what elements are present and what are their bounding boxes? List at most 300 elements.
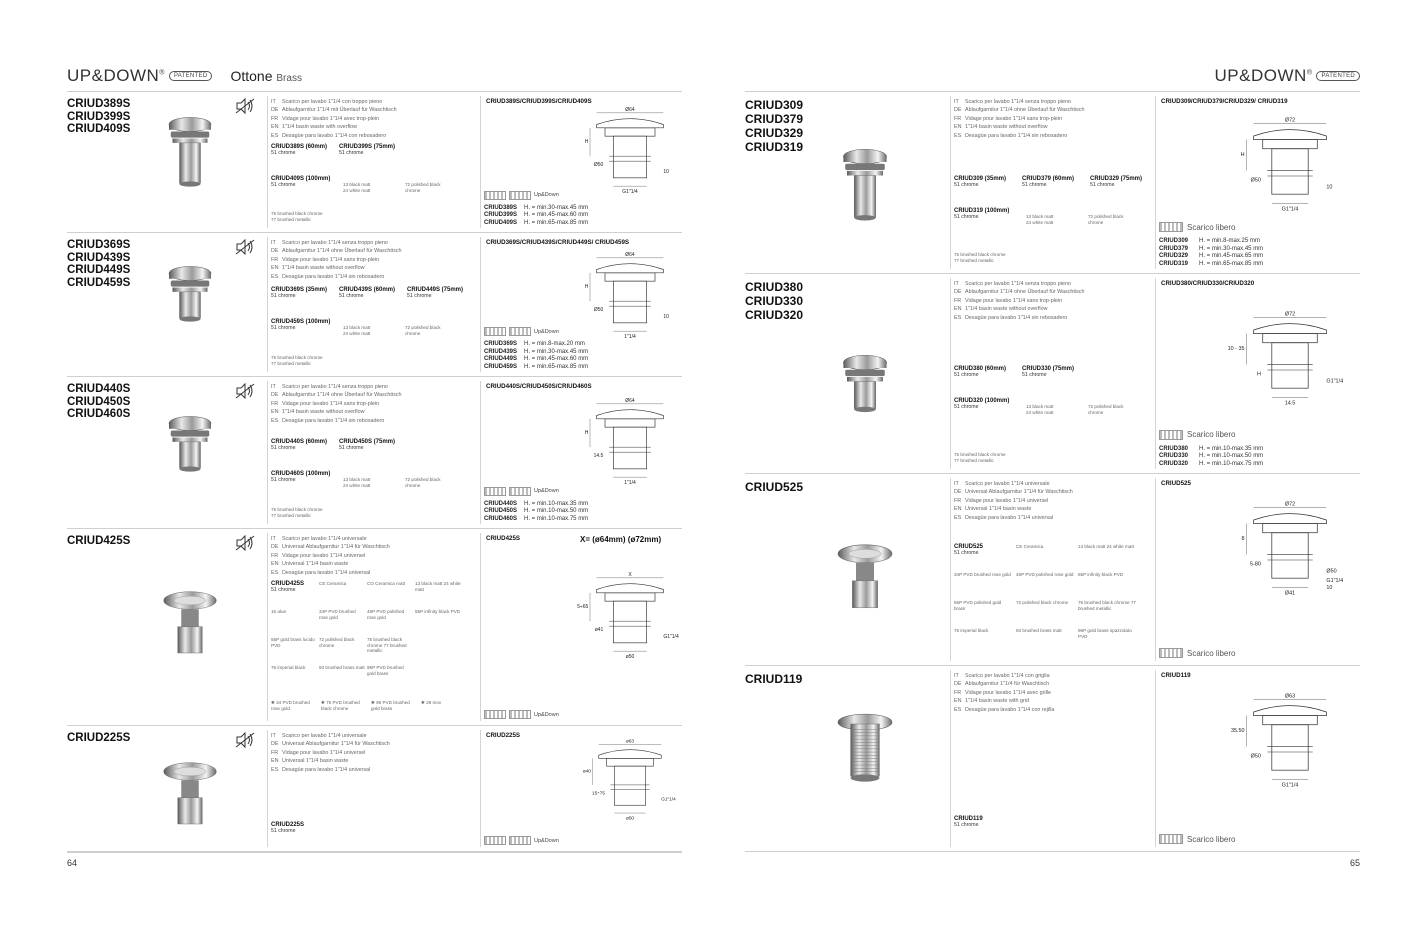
dimension-row [1159,453,1263,461]
dimension-label: 5-80 [1250,561,1261,568]
drawing-title: CRIUD119 [1161,672,1191,679]
spring-shape [181,609,199,627]
product-code-3: CRIUD449S [67,264,131,276]
variant-finish: 51 chrome [339,150,364,156]
technical-drawing [1227,310,1345,410]
variant-title: CRIUD329 (75mm) [1090,176,1143,182]
product-code-2: CRIUD379 [745,112,804,126]
language-code: DE [271,544,279,551]
dimension-label: ø40 [582,768,591,774]
variant-block [271,92,476,233]
variant-block [954,474,1159,666]
variant-item [271,471,330,483]
variant-title: CRIUD409S (100mm) [271,176,331,182]
description-text: 1"1/4 basin waste without overflow [965,124,1048,131]
variant-finish: 51 chrome [954,822,979,828]
product-row [67,529,682,726]
drawing-body [613,427,646,469]
up-down-icon-2 [509,487,531,496]
description-text: Scarico per lavabo 1"1/4 senza troppo pieno [282,240,388,246]
finish-text: 75 brushed black chrome [271,355,323,360]
drawing-wrap [1235,116,1345,221]
description-text: Desagüe para lavabo 1"1/4 sin rebosadero [965,314,1068,321]
special-finish: ✺ 96 PVD brushed gold brass [371,700,410,711]
description-text: 1"1/4 basin waste with overflow [282,124,358,131]
description-text: Scarico per lavabo 1"1/4 senza troppo pieno [965,281,1071,287]
dimension-code: CRIUD330 [1159,453,1189,459]
dimension-label: Ø72 [1284,311,1296,318]
bottom-shape [180,181,201,186]
finish-text: 24 white matt [1026,409,1054,415]
finish-option [271,507,323,518]
dimension-label: ø41 [594,627,604,634]
dimension-label: Ø72 [1284,117,1296,124]
drawing-body [1272,725,1308,770]
finish-option: 13 black matt 24 white matt [1078,544,1134,549]
description-text: 1"1/4 basin waste with grid [965,698,1029,705]
description-text: Scarico per lavabo 1"1/4 universale [282,733,367,739]
description-text: Vidage pour lavabo 1"1/4 sans trop-plein [282,256,380,263]
dimension-code: CRIUD320 [1159,460,1189,467]
dimension-value: H. = min.45-max.60 mm [524,356,589,362]
language-code: ES [271,569,279,576]
drawing-wrap [1227,310,1345,415]
dimension-label: G1"1/4 [1326,577,1344,584]
language-code: EN [954,306,962,313]
scarico-icon [1159,834,1183,844]
finish-option: 75 brushed black chrome 77 brushed metallic [1078,600,1136,611]
scarico-libero-badge [1159,222,1235,232]
language-code: EN [271,409,279,416]
description-text: Ablaufgarnitur 1"1/4 ohne Überlauf für Waschtisch [965,289,1085,296]
dimension-value: H. = min.8-max.25 mm [1199,238,1260,244]
product-codes [745,98,803,154]
variant-finish: 51 chrome [271,587,296,593]
drawing-title: CRIUD525 [1161,480,1191,487]
dimension-label: 14.5 [593,453,604,460]
technical-drawing [577,571,680,663]
language-code: DE [271,392,279,399]
product-codes [67,98,130,136]
dimension-value: H. = min.30-max.45 mm [524,348,589,355]
mute-icon-wrap [235,98,255,114]
finish-option: 34P PVD brushed rose gold [319,609,356,620]
dimension-label: Ø63 [1284,693,1296,700]
spring-shape [181,780,199,798]
description-text: 1"1/4 basin waste without overflow [965,306,1048,313]
dimension-label: H [584,138,589,145]
language-code: ES [954,314,962,321]
bottom-shape [851,774,880,781]
up-down-icon [484,710,506,719]
product-row [67,92,682,233]
drawing-cap [1254,514,1327,524]
dimension-value: H. = min.30-max.45 mm [1199,245,1264,252]
variant-finish: 51 chrome [1022,372,1047,378]
variant-item [271,822,304,834]
nut-shape [171,281,210,287]
finish-option [954,452,1006,463]
dimension-label: 10 [663,168,669,175]
drawing-cap [1254,706,1327,716]
variant-block [954,666,1159,852]
product-code-1: CRIUD369S [67,239,131,251]
product-photo [825,350,905,440]
dimension-label: ø63 [625,738,635,744]
product-code-3: CRIUD460S [67,408,131,420]
dimension-code: CRIUD369S [484,341,518,347]
body-shape [854,176,876,217]
up-down-badge [484,487,559,496]
language-code: FR [271,552,279,559]
mute-speaker-icon [235,98,255,114]
drawing-flange [1263,140,1318,149]
technical-drawing [580,738,680,824]
language-code: IT [954,481,959,487]
finish-text: chrome [1088,409,1104,415]
mute-speaker-icon [235,239,255,255]
dimension-code: CRIUD439S [484,348,518,355]
dimension-code: CRIUD450S [484,508,518,514]
language-code: FR [954,689,962,696]
language-code: FR [954,297,962,304]
mute-icon-wrap [235,383,255,399]
product-code-1: CRIUD380 [745,280,804,294]
variant-finish: 51 chrome [271,293,296,299]
product-codes [67,535,130,548]
product-row [67,726,682,852]
body-shape [854,382,876,409]
dimension-value: H. = min.65-max.85 mm [524,219,589,226]
language-code: DE [954,107,962,114]
variant-block [271,529,476,726]
variant-title: CRIUD525 [954,544,984,550]
patented-badge: PATENTED [169,71,213,81]
finish-option: 55P infinity black PVD [415,609,461,614]
dimension-code: CRIUD459S [484,363,518,370]
drawing-wrap [580,106,680,203]
drawing-wrap [580,251,680,348]
column-divider [480,381,481,524]
variant-title: CRIUD225S [271,822,305,828]
finish-text: chrome [1088,219,1104,225]
finish-option: 15 alue [271,609,287,614]
variant-finish: 51 chrome [271,182,296,188]
drawing-body [1272,343,1308,388]
column-divider [950,478,951,661]
variant-finish: 51 chrome [954,182,979,188]
drawing-body [614,766,645,805]
scarico-label: Scarico libero [1187,648,1236,658]
dimension-value: H. = min.65-max.85 mm [524,363,589,370]
dimension-value: H. = min.10-max.75 mm [1199,460,1264,467]
variant-finish: 51 chrome [271,828,296,834]
description-text: Desagüe para lavabo 1"1/4 universal [282,569,371,576]
cap-rim [843,363,886,368]
finish-option: 93 brushed brass matt [319,665,365,670]
column-divider [950,96,951,269]
up-down-icon-2 [509,710,531,719]
dimension-value: H. = min.10-max.35 mm [1199,445,1264,452]
description-text: Universal 1"1/4 basin waste [282,758,349,765]
description-text: Ablaufgarnitur 1"1/4 ohne Überlauf für Waschtisch [965,107,1085,114]
product-photo [155,748,225,844]
body-shape [852,581,877,608]
mute-speaker-icon [235,732,255,748]
product-codes [745,672,802,686]
finish-text: 13 black matt [343,477,371,482]
finish-option: 93 brushed brass matt [1016,628,1062,633]
finish-option: 76 imperial black [954,628,989,633]
mute-speaker-icon [235,383,255,399]
description-text: Universal 1"1/4 basin waste [282,561,349,568]
language-code: FR [271,400,279,407]
language-code: EN [954,506,962,513]
body-shape [178,627,203,653]
language-code: IT [271,384,276,390]
finish-text: chrome [405,330,421,336]
technical-drawing [1235,116,1345,216]
washer-shape [173,288,208,292]
dimension-label: Ø64 [625,252,635,259]
scarico-label: Scarico libero [1187,430,1236,439]
left-page [0,0,700,933]
product-image [155,577,225,678]
variant-item [1090,176,1142,188]
description-text: Vidage pour lavabo 1"1/4 sans trop-plein [965,115,1063,122]
dimension-code: CRIUD440S [484,500,518,507]
finish-text: 72 polished black [1088,404,1124,409]
dimension-code: CRIUD329 [1159,253,1189,259]
height-dimensions [1159,446,1263,469]
language-code: IT [271,733,276,739]
column-divider [480,533,481,721]
dimension-label: Ø72 [1284,501,1296,508]
product-code-2: CRIUD330 [745,294,804,308]
product-code-3: CRIUD409S [67,123,131,135]
up-down-icon [484,327,506,336]
dimension-value: H. = min.10-max.50 mm [1199,453,1264,459]
variant-item [271,144,327,156]
dimension-code: CRIUD309 [1159,238,1189,244]
up-down-icon [484,487,506,496]
description-text: Universal 1"1/4 basin waste [965,506,1032,513]
drawing-body [613,281,646,323]
language-code: IT [271,240,276,246]
bottom-shape [854,407,876,412]
variant-block [271,726,476,852]
language-code: FR [271,256,279,263]
variant-block [954,92,1159,274]
language-code: FR [954,115,962,122]
variant-item [954,208,1009,220]
product-code-4: CRIUD319 [745,140,804,154]
finish-option [271,211,323,222]
up-down-label: Up&Down [534,192,559,198]
finish-text: 24 white matt [343,187,371,193]
dimension-label: G1"1/4 [1281,782,1299,789]
description-text: Vidage pour lavabo 1"1/4 universel [282,749,366,756]
finish-text: 77 brushed metallic [271,512,311,518]
variant-title: CRIUD119 [954,816,983,822]
drawing-body [613,136,646,178]
language-code: IT [271,536,276,542]
variant-title: CRIUD450S (75mm) [339,439,396,445]
variant-finish: 51 chrome [271,477,296,483]
description-text: Universal Ablaufgarnitur 1"1/4 für Waschtisch [965,489,1073,496]
up-down-badge [484,710,559,719]
variant-item [271,319,330,331]
washer-shape [173,139,208,143]
scarico-label: Scarico libero [1187,834,1236,844]
variant-finish: 51 chrome [271,445,296,451]
product-image [825,144,905,239]
finish-option: 55P infinity black PVD [1078,572,1124,577]
variant-item [954,816,983,828]
variant-finish: 51 chrome [954,404,979,410]
language-code: ES [271,132,279,139]
technical-drawing [580,397,680,489]
description-text: Scarico per lavabo 1"1/4 con griglia [965,673,1050,679]
up-down-icon [484,836,506,845]
drawing-title: CRIUD440S/CRIUD450S/CRIUD460S [486,383,592,390]
height-dimensions [484,341,588,371]
nut-shape [171,132,210,138]
variant-title: CRIUD460S (100mm) [271,471,331,477]
body-shape [180,292,201,318]
description-text: Vidage pour lavabo 1"1/4 avec grille [965,689,1052,696]
dimension-row [1159,261,1263,269]
dimension-row [1159,446,1263,454]
description-text: Desagüe para lavabo 1"1/4 universal [965,514,1054,521]
variant-item [954,544,983,556]
language-code: IT [271,99,276,105]
language-code: DE [954,289,962,296]
dimension-label: G1"1/4 [661,796,676,802]
product-photo [825,534,905,624]
finish-option: 13 black matt 24 white matt [415,581,461,592]
finish-option [343,325,370,336]
variant-finish: 51 chrome [954,372,979,378]
drawing-wrap [1230,692,1345,797]
dimension-label: Ø64 [625,398,635,405]
finish-text: 72 polished black [405,182,441,187]
drawing-title: CRIUD389S/CRIUD399S/CRIUD409S [486,98,592,105]
finish-text: 77 brushed metallic [954,457,994,463]
mute-icon-wrap [235,732,255,748]
dimension-value: H. = min.30-max.45 mm [524,204,589,211]
up-down-icon-2 [509,836,531,845]
product-photo [825,144,905,234]
variant-block [271,233,476,377]
product-row [67,377,682,529]
description-text: Scarico per lavabo 1"1/4 universale [965,481,1050,487]
dimension-value: H. = min.65-max.85 mm [1199,260,1264,267]
washer-shape [173,438,208,442]
column-divider [950,670,951,847]
description-text: Scarico per lavabo 1"1/4 senza troppo pieno [965,99,1071,105]
variant-block [954,274,1159,474]
dimension-label: G1"1/4 [663,633,679,640]
height-dimensions [484,205,588,228]
dimension-row [484,508,588,516]
variant-block [271,377,476,529]
drawing-title: CRIUD309/CRIUD379/CRIUD329/ CRIUD319 [1161,98,1288,105]
description-text: 1"1/4 basin waste without overflow [282,409,365,416]
language-code: EN [271,265,279,272]
left-header [67,62,302,90]
language-code: DE [954,489,962,496]
dimension-label: 5÷65 [577,603,589,610]
product-row [745,274,1360,474]
dimension-row [1159,461,1263,469]
dimension-label: ø50 [625,653,635,660]
product-code-1: CRIUD525 [745,480,804,494]
drawing-body [613,601,646,643]
language-code: FR [271,115,279,122]
cap-inner [849,549,881,558]
dimension-label: 10 - 35 [1227,346,1245,352]
variant-finish: 51 chrome [271,325,296,331]
bottom-shape [180,466,201,471]
dimension-label: Ø50 [1250,753,1261,760]
dimension-label: 14.5 [1284,400,1296,407]
finish-option: 46P PVD polished rose gold [1016,572,1074,577]
variant-title: CRIUD440S (60mm) [271,439,328,445]
dimension-label: Ø50 [1250,177,1261,184]
description-text: Universal Ablaufgarnitur 1"1/4 für Waschtisch [282,544,390,551]
dimension-code: CRIUD379 [1159,245,1189,252]
height-dimensions [484,501,588,524]
cap-inner [174,767,206,776]
variant-title: CRIUD399S (75mm) [339,144,396,150]
description-text: Scarico per lavabo 1"1/4 senza troppo pieno [282,384,388,390]
language-code: IT [954,673,959,679]
language-code: EN [271,758,279,765]
finish-option [271,355,323,366]
column-divider [950,278,951,469]
variant-finish: 51 chrome [407,293,432,299]
variant-title: CRIUD380 (60mm) [954,366,1007,372]
finish-option: 76 imperial black [271,665,306,670]
washer-shape [847,171,883,176]
cap-rim [843,157,886,162]
dimension-label: 10 [1326,184,1333,191]
product-image [825,534,905,629]
description-text: Vidage pour lavabo 1"1/4 sans trop-plein [965,297,1063,304]
dimension-label: G1"1/4 [1281,206,1299,213]
drawing-flange [607,758,654,766]
mute-icon-wrap [235,535,255,551]
dimension-label: ø50 [625,815,635,821]
drawing-body [1272,533,1308,578]
language-code: ES [271,417,279,424]
variant-title: CRIUD330 (75mm) [1022,366,1075,372]
dimension-label: Ø64 [625,107,635,114]
patented-badge-right: PATENTED [1316,71,1360,81]
finish-text: 75 brushed black chrome [271,211,323,216]
product-photo [155,577,225,673]
finish-text: 75 brushed black chrome [954,452,1006,457]
product-code-2: CRIUD439S [67,251,131,264]
product-code-1: CRIUD425S [67,535,131,547]
dimension-value: H. = min.8-max.20 mm [524,341,585,347]
body-shape [180,442,201,468]
column-divider [267,96,268,228]
scarico-icon [1159,430,1183,440]
dimension-code: CRIUD389S [484,204,518,211]
cap-rim [169,424,211,429]
